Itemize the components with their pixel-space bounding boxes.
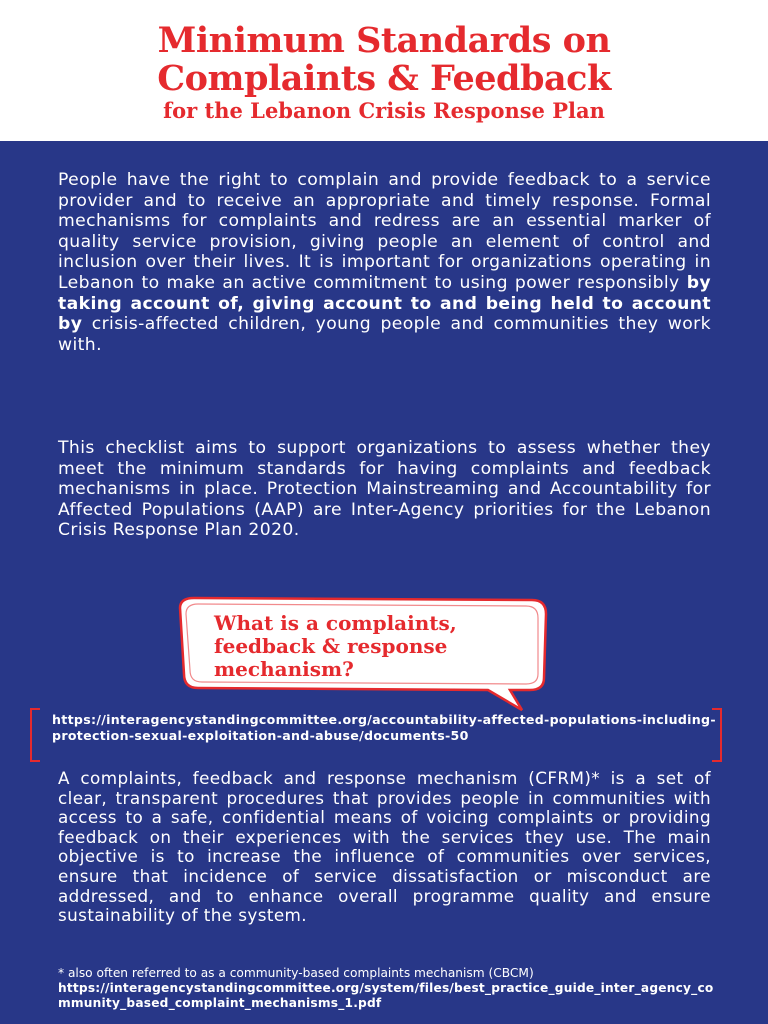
right-bracket <box>712 708 722 762</box>
header <box>0 0 768 141</box>
page-subtitle: for the Lebanon Crisis Response Plan <box>163 98 605 123</box>
page-title-line-2: Complaints & Feedback <box>157 58 611 99</box>
intro-paragraph-1 <box>58 170 711 355</box>
intro-p1-text: People have the right to complain and provide feedback to a service provider and to receive an appropriate and timely response. Formal mechanisms for complaints and redress are an essential marker of quality service provision, giving people an element of control and inclusion over their lives. It is important for organizations operating in Lebanon to make an active commitment to using power responsibly <box>58 170 711 293</box>
footnote <box>58 966 718 1011</box>
left-bracket <box>30 708 40 762</box>
callout-question: What is a complaints, feedback & response mechanism? <box>214 611 457 681</box>
callout-speech-bubble <box>170 594 560 716</box>
intro-p1-text-end: crisis-affected children, young people and communities they work with. <box>58 314 711 355</box>
page-title-line-1: Minimum Standards on <box>157 20 611 61</box>
footnote-link[interactable]: https://interagencystandingcommittee.org/system/files/best_practice_guide_inter_agency_community_based_complaint_mechanisms_1.pdf <box>58 981 714 1010</box>
footnote-note: * also often referred to as a community-based complaints mechanism (CBCM) <box>58 966 534 980</box>
reference-link[interactable]: https://interagencystandingcommittee.org/accountability-affected-populations-including-protection-sexual-exploitation-and-abuse/documents-50 <box>52 712 716 743</box>
definition-paragraph: A complaints, feedback and response mechanism (CFRM)* is a set of clear, transparent procedures that provides people in communities with access to a safe, confidential means of voicing complaints or providing feedback on their experiences with the services they use. The main objective is to increase the influence of communities over services, ensure that incidence of service dissatisfaction or misconduct are addressed, and to enhance overall programme quality and ensure sustainability of the system. <box>58 768 711 926</box>
intro-paragraph-2: This checklist aims to support organizations to assess whether they meet the minimum standards for having complaints and feedback mechanisms in place. Protection Mainstreaming and Accountability for Affected Populations (AAP) are Inter-Agency priorities for the Lebanon Crisis Response Plan 2020. <box>58 438 711 541</box>
reference-link-block <box>30 706 722 762</box>
intro-p1-bold: by taking account of, giving account to and being held to account by <box>58 272 711 335</box>
